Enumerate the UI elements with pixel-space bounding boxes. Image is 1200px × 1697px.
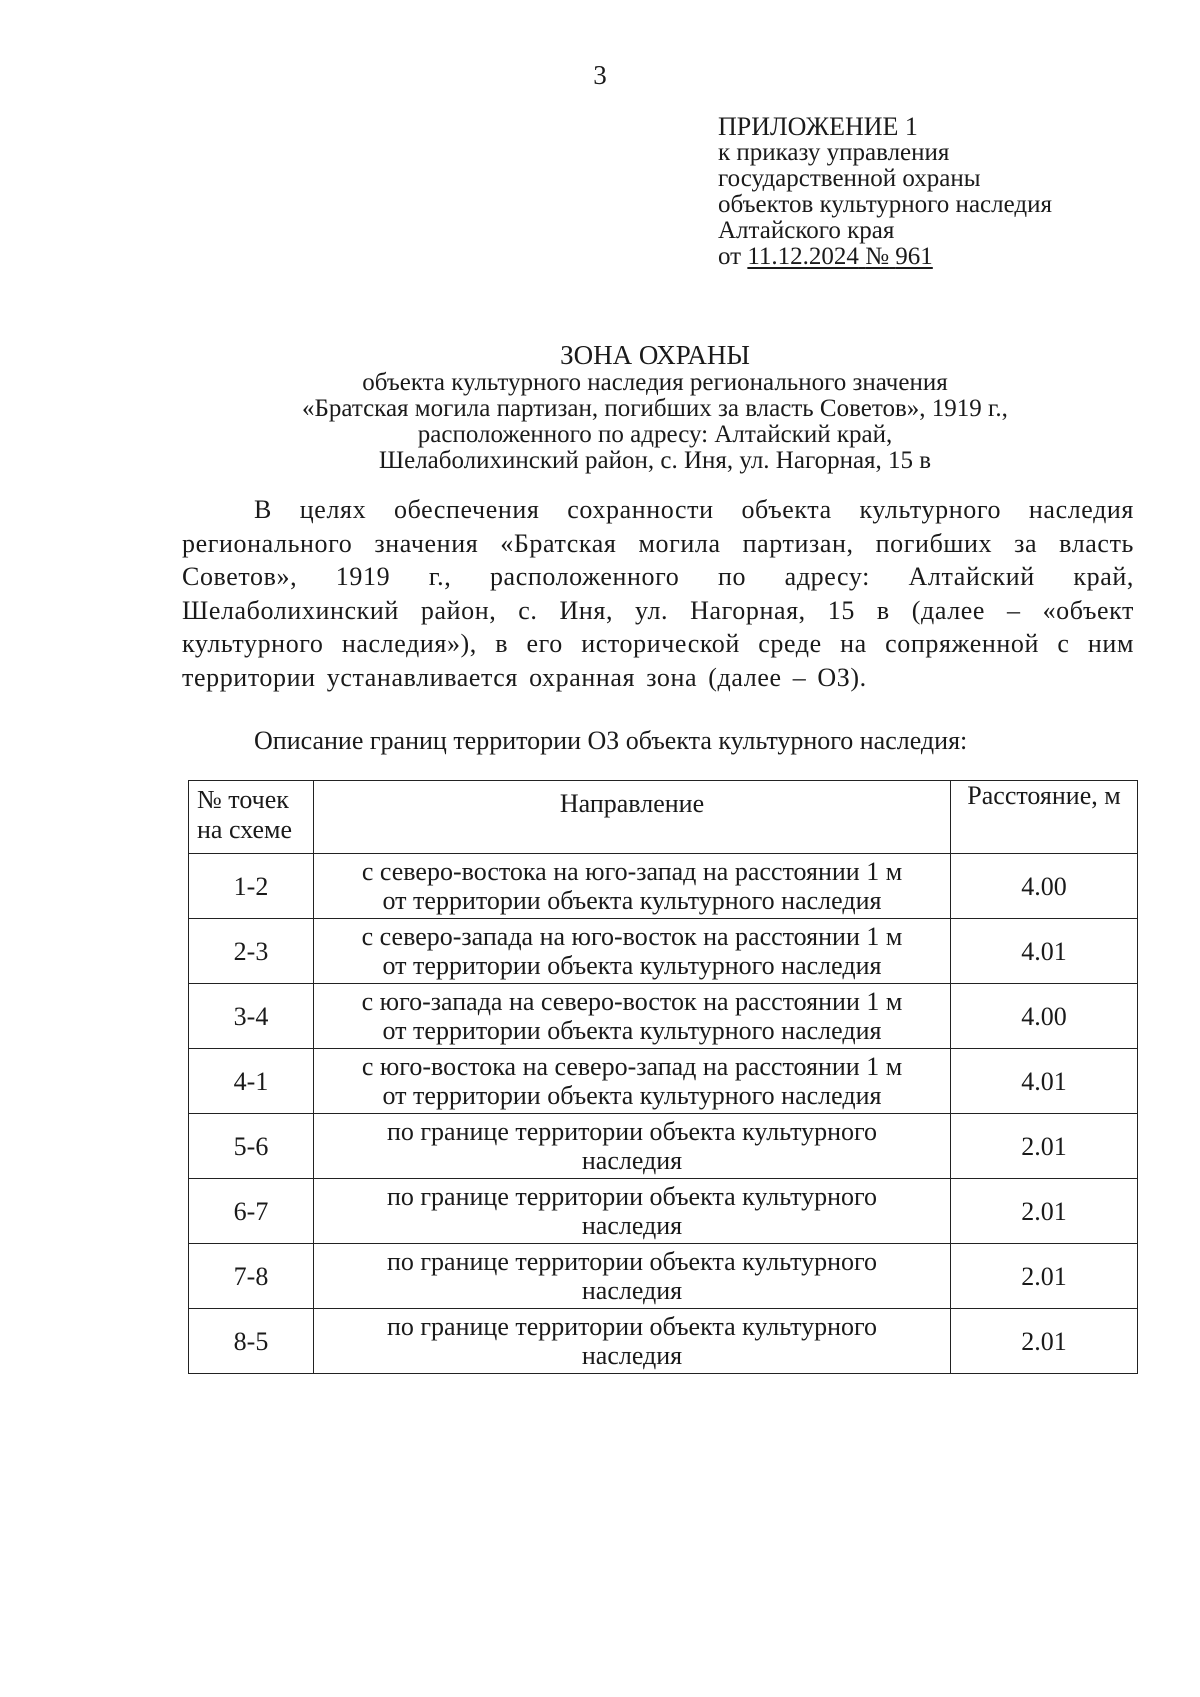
row-points: 7-8 — [189, 1244, 314, 1309]
appendix-line: к приказу управления — [718, 139, 950, 166]
row-points: 1-2 — [189, 854, 314, 919]
row-direction — [314, 1114, 951, 1179]
header-distance: Расстояние, м — [951, 781, 1138, 854]
appendix-heading: ПРИЛОЖЕНИЕ 1 — [718, 112, 918, 141]
row-distance: 2.01 — [951, 1244, 1138, 1309]
header-points — [189, 781, 314, 854]
boundary-table — [188, 780, 1138, 1374]
row-direction — [314, 1309, 951, 1374]
row-distance: 4.00 — [951, 854, 1138, 919]
row-distance: 2.01 — [951, 1179, 1138, 1244]
direction-line: с юго-запада на северо-восток на расстоянии 1 м — [361, 987, 903, 1016]
table-caption: Описание границ территории ОЗ объекта культурного наследия: — [254, 726, 968, 755]
direction-line: наследия — [581, 1276, 683, 1305]
row-distance: 4.00 — [951, 984, 1138, 1049]
row-points: 2-3 — [189, 919, 314, 984]
row-direction — [314, 1049, 951, 1114]
row-distance: 2.01 — [951, 1114, 1138, 1179]
row-points: 3-4 — [189, 984, 314, 1049]
appendix-block — [718, 114, 1158, 270]
row-direction — [314, 854, 951, 919]
document-title: ЗОНА ОХРАНЫ — [560, 340, 750, 370]
direction-line: по границе территории объекта культурного — [386, 1182, 878, 1211]
header-points-line: № точек — [197, 785, 289, 814]
row-distance: 2.01 — [951, 1309, 1138, 1374]
title-line: расположенного по адресу: Алтайский край, — [417, 421, 893, 448]
direction-line: от территории объекта культурного наследия — [382, 1016, 882, 1045]
direction-line: от территории объекта культурного наследия — [382, 951, 882, 980]
row-direction — [314, 984, 951, 1049]
direction-line: с юго-востока на северо-запад на расстоянии 1 м — [361, 1052, 903, 1081]
direction-line: наследия — [581, 1211, 683, 1240]
row-points: 4-1 — [189, 1049, 314, 1114]
table-row — [189, 1179, 1138, 1244]
direction-line: наследия — [581, 1146, 683, 1175]
order-number: 961 — [895, 243, 933, 270]
row-distance: 4.01 — [951, 919, 1138, 984]
order-date-prefix: от — [718, 243, 742, 270]
order-date-number — [747, 243, 932, 270]
order-date: 11.12.2024 — [747, 243, 859, 270]
appendix-line: Алтайского края — [718, 217, 895, 244]
row-points: 5-6 — [189, 1114, 314, 1179]
row-distance: 4.01 — [951, 1049, 1138, 1114]
table-row — [189, 984, 1138, 1049]
direction-line: от территории объекта культурного наследия — [382, 886, 882, 915]
direction-line: наследия — [581, 1341, 683, 1370]
direction-line: по границе территории объекта культурного — [386, 1247, 878, 1276]
order-reference — [718, 244, 1158, 270]
document-title-block — [150, 340, 1160, 474]
direction-line: по границе территории объекта культурного — [386, 1117, 878, 1146]
header-points-line: на схеме — [197, 815, 293, 844]
row-direction — [314, 919, 951, 984]
order-number-sign: № — [865, 243, 890, 270]
table-row — [189, 1049, 1138, 1114]
direction-line: по границе территории объекта культурного — [386, 1312, 878, 1341]
table-row — [189, 919, 1138, 984]
title-line: «Братская могила партизан, погибших за власть Советов», 1919 г., — [302, 395, 1008, 422]
appendix-line: объектов культурного наследия — [718, 191, 1052, 218]
row-direction — [314, 1179, 951, 1244]
direction-line: от территории объекта культурного наследия — [382, 1081, 882, 1110]
direction-line: с северо-запада на юго-восток на расстоянии 1 м — [361, 922, 903, 951]
row-points: 8-5 — [189, 1309, 314, 1374]
header-direction: Направление — [314, 781, 951, 854]
table-row — [189, 854, 1138, 919]
table-row — [189, 1114, 1138, 1179]
title-line: Шелаболихинский район, с. Иня, ул. Нагорная, 15 в — [378, 447, 932, 474]
page-number: 3 — [593, 60, 607, 90]
row-direction — [314, 1244, 951, 1309]
row-points: 6-7 — [189, 1179, 314, 1244]
title-line: объекта культурного наследия регионального значения — [362, 369, 948, 396]
direction-line: с северо-востока на юго-запад на расстоянии 1 м — [361, 857, 903, 886]
table-header-row — [189, 781, 1138, 854]
intro-paragraph: В целях обеспечения сохранности объекта культурного наследия регионального значения «Братская могила партизан, погибших за власть Советов», 1919 г., расположенного по адресу: Алтайский край, Шелаболихинский район, с. Иня, ул. Нагорная, 15 в (далее – «объект культурного наследия»), в его исторической среде на сопряженной с ним территории устанавливается охранная зона (далее – ОЗ). — [182, 495, 1134, 692]
table-row — [189, 1244, 1138, 1309]
table-row — [189, 1309, 1138, 1374]
appendix-line: государственной охраны — [718, 165, 981, 192]
